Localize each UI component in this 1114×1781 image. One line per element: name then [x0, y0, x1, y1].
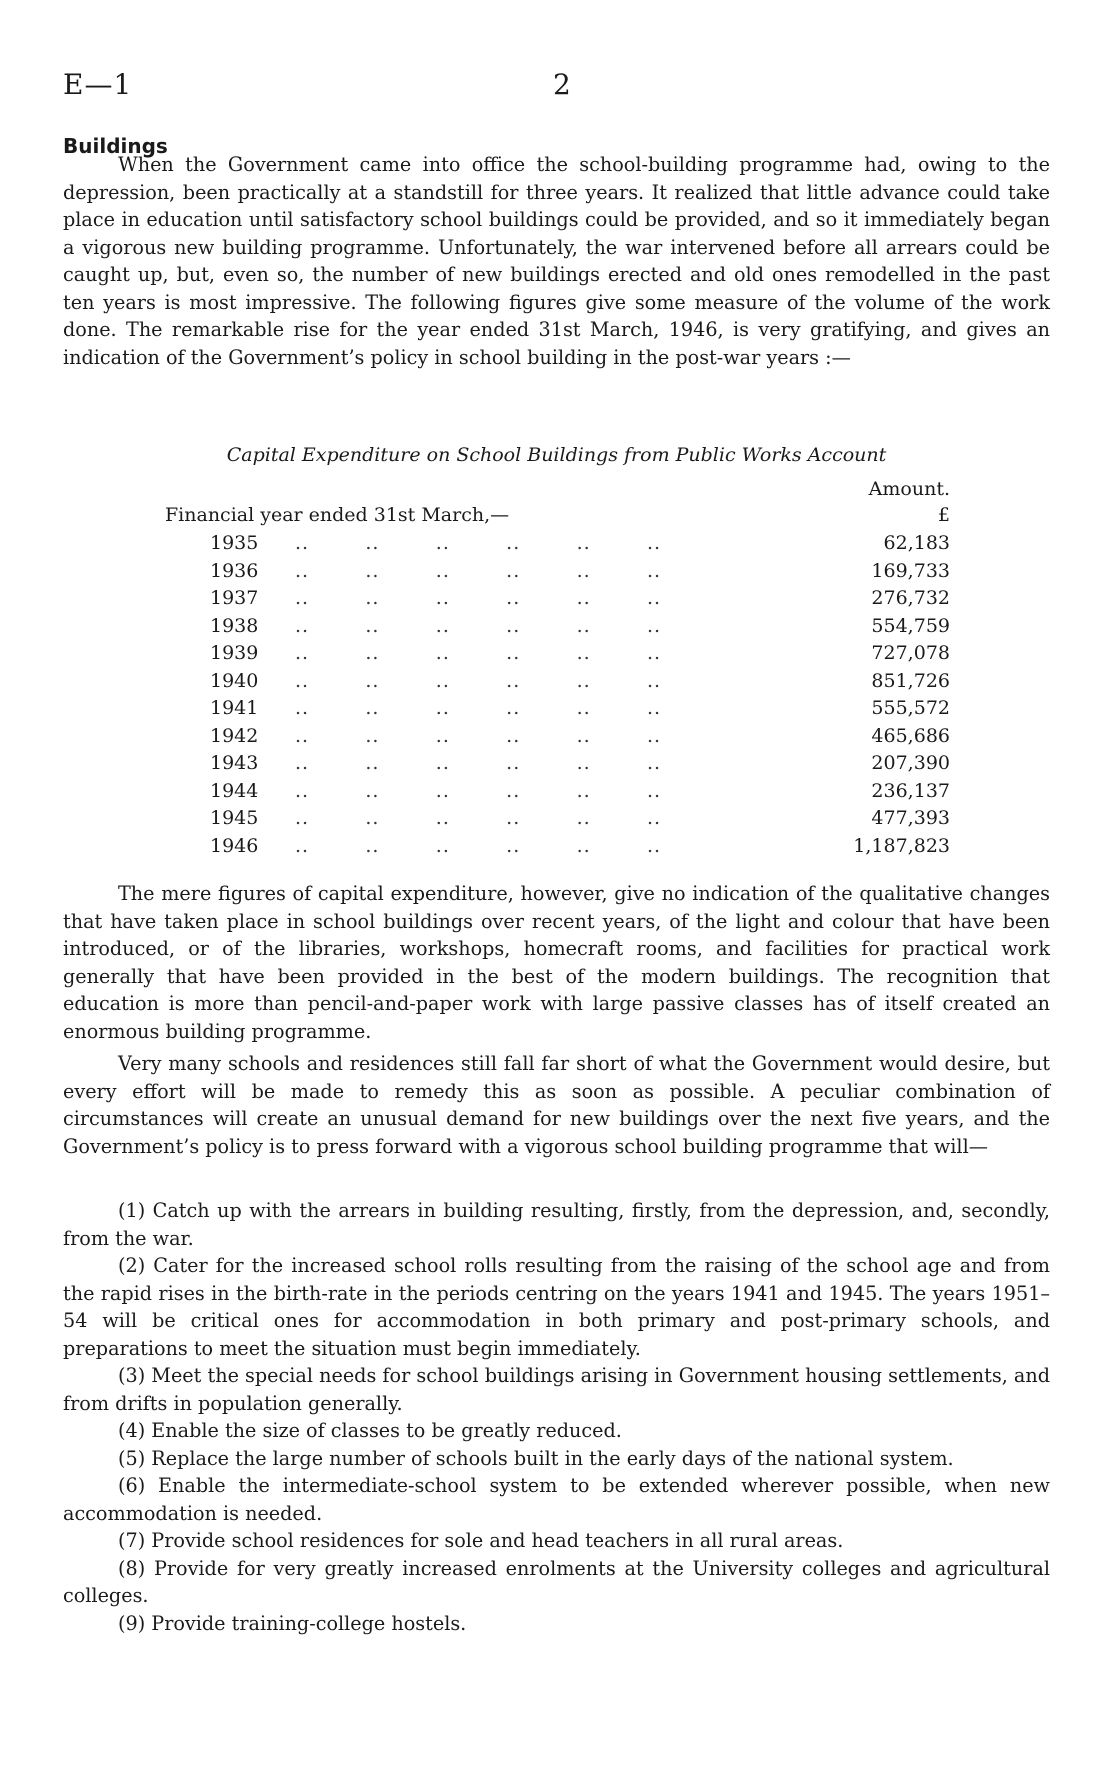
year-cell: 1945	[210, 807, 259, 829]
leader-dots: .. .. .. .. .. ..	[295, 642, 662, 664]
qualitative-changes-paragraph: The mere figures of capital expenditure, however, give no indication of the qualitative changes that have taken place in school buildings over recent years, of the light and colour that have been introduced, or of the libraries, workshops, homecraft rooms, and facilities for practical work generally that have been provided in the best of the modern buildings. The recognition that education is more than pencil-and-paper work with large passive classes has of itself created an enormous building programme.	[63, 882, 1050, 1043]
section-title: Buildings	[63, 134, 168, 158]
list-item: (9) Provide training-college hostels.	[118, 1611, 467, 1635]
year-cell: 1939	[210, 642, 259, 664]
amount-cell: 207,390	[871, 752, 950, 774]
list-item: (6) Enable the intermediate-school system to be extended wherever possible, when new accommodation is needed.	[63, 1474, 1050, 1525]
leader-dots: .. .. .. .. .. ..	[295, 807, 662, 829]
page-number: 2	[553, 68, 571, 101]
leader-dots: .. .. .. .. .. ..	[295, 779, 662, 802]
table-row	[165, 670, 950, 698]
leader-dots: .. .. .. .. .. ..	[295, 724, 662, 747]
amount-cell: 236,137	[871, 779, 950, 802]
list-item: (7) Provide school residences for sole and head teachers in all rural areas.	[118, 1529, 844, 1552]
amount-cell: 1,187,823	[853, 834, 950, 857]
year-cell: 1941	[210, 697, 259, 719]
financial-year-header: Financial year ended 31st March,—	[165, 504, 510, 526]
leader-dots: .. .. .. .. .. ..	[295, 669, 662, 692]
programme-list	[63, 1197, 1050, 1637]
year-cell: 1944	[210, 779, 259, 802]
year-cell: 1946	[210, 834, 259, 857]
currency-unit: £	[937, 504, 950, 526]
table-row	[165, 835, 950, 863]
leader-dots: .. .. .. .. .. ..	[295, 752, 662, 774]
year-cell: 1943	[210, 752, 259, 774]
table-row	[165, 615, 950, 643]
programme-paragraph: Very many schools and residences still fall far short of what the Government would desire, but every effort will be made to remedy this as soon as possible. A peculiar combination of circumstances will create an unusual demand for new buildings over the next five years, and the Government’s policy is to press forward with a vigorous school building programme that will—	[63, 1052, 1050, 1158]
list-item: (4) Enable the size of classes to be greatly reduced.	[118, 1419, 622, 1442]
amount-cell: 477,393	[871, 807, 950, 829]
leader-dots: .. .. .. .. .. ..	[295, 614, 662, 637]
document-reference: E—1	[63, 68, 133, 101]
amount-cell: 62,183	[883, 532, 950, 554]
leader-dots: .. .. .. .. .. ..	[295, 587, 662, 609]
leader-dots: .. .. .. .. .. ..	[295, 532, 662, 554]
leader-dots: .. .. .. .. .. ..	[295, 697, 662, 719]
list-item: (2) Cater for the increased school rolls resulting from the raising of the school age and from the rapid rises in the birth-rate in the periods centring on the years 1941 and 1945. The years 1951–54 will be critical ones for accommodation in both primary and post-primary schools, and preparations to meet the situation must begin immediately.	[63, 1254, 1050, 1360]
table-row	[165, 697, 950, 725]
amount-cell: 727,078	[871, 642, 950, 664]
amount-cell: 554,759	[871, 614, 950, 637]
table-row	[165, 807, 950, 835]
table-row	[165, 532, 950, 560]
table-row	[165, 752, 950, 780]
amount-cell: 555,572	[871, 697, 950, 719]
year-cell: 1942	[210, 724, 259, 747]
table-row	[165, 725, 950, 753]
amount-cell: 169,733	[871, 559, 950, 582]
amount-column-header: Amount.	[868, 478, 950, 500]
table-row	[165, 587, 950, 615]
amount-cell: 851,726	[871, 669, 950, 692]
year-cell: 1936	[210, 559, 259, 582]
year-cell: 1938	[210, 614, 259, 637]
leader-dots: .. .. .. .. .. ..	[295, 834, 662, 857]
year-cell: 1940	[210, 669, 259, 692]
expenditure-table	[165, 532, 950, 862]
list-item: (5) Replace the large number of schools built in the early days of the national system.	[118, 1446, 954, 1470]
list-item: (1) Catch up with the arrears in building resulting, firstly, from the depression, and, secondly, from the war.	[63, 1199, 1050, 1250]
amount-cell: 276,732	[871, 587, 950, 609]
page-header	[63, 68, 1053, 108]
list-item: (8) Provide for very greatly increased enrolments at the University colleges and agricultural colleges.	[63, 1556, 1050, 1607]
list-item: (3) Meet the special needs for school buildings arising in Government housing settlements, and from drifts in population generally.	[63, 1364, 1050, 1415]
year-cell: 1935	[210, 532, 259, 554]
amount-cell: 465,686	[871, 724, 950, 747]
intro-paragraph: When the Government came into office the school-building programme had, owing to the depression, been practically at a standstill for three years. It realized that little advance could take place in education until satisfactory school buildings could be provided, and so it immediately began a vigorous new building programme. Unfortunately, the war intervened before all arrears could be caught up, but, even so, the number of new buildings erected and old ones remodelled in the past ten years is most impressive. The following figures give some measure of the volume of the work done. The remarkable rise for the year ended 31st March, 1946, is very gratifying, and gives an indication of the Government’s policy in school building in the post-war years :—	[63, 153, 1050, 369]
table-row	[165, 560, 950, 588]
table-caption: Capital Expenditure on School Buildings from Public Works Account	[226, 444, 887, 466]
table-row	[165, 780, 950, 808]
year-cell: 1937	[210, 587, 259, 609]
table-row	[165, 642, 950, 670]
leader-dots: .. .. .. .. .. ..	[295, 559, 662, 582]
